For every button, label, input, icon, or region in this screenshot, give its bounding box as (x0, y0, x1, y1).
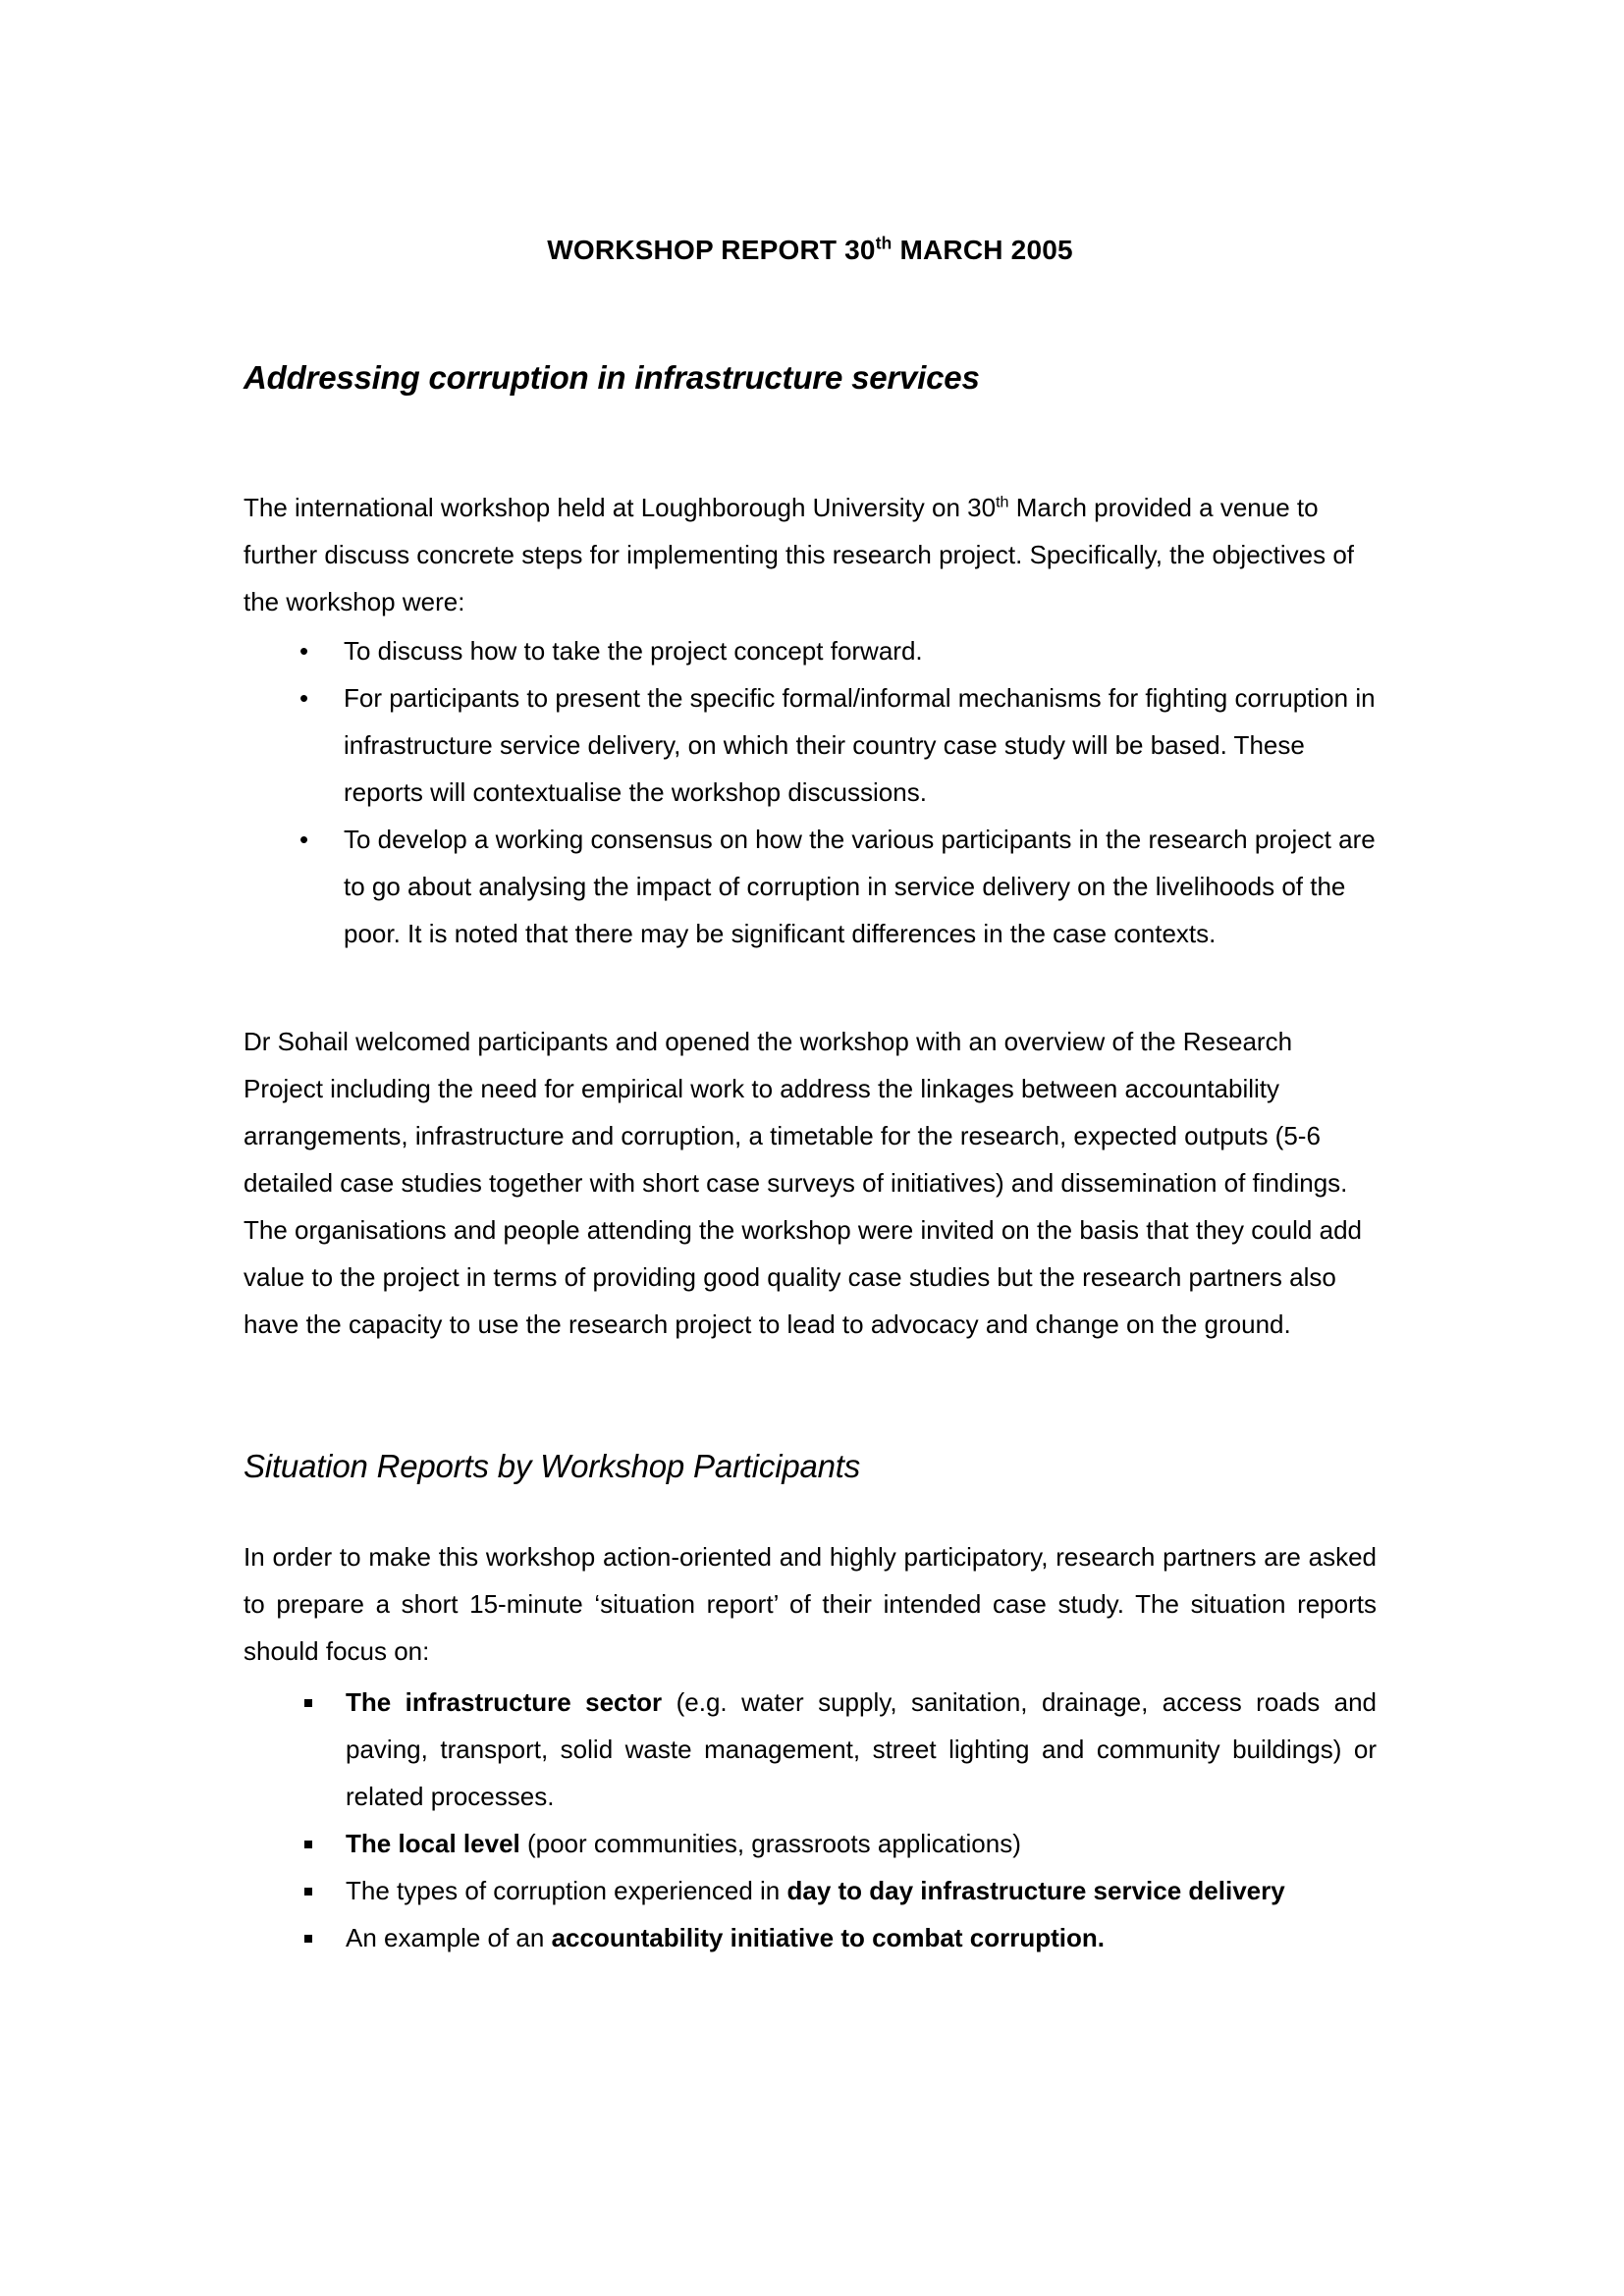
situation-reports-paragraph: In order to make this workshop action-oriented and highly participatory, research partners are asked to prepare a short 15-minute ‘situation report’ of their intended case study. The situation reports should focus on: (244, 1542, 1377, 1667)
intro-ordinal-suffix: th (996, 493, 1009, 511)
list-item-text: (e.g. water supply, sanitation, drainage, access roads and paving, transport, solid waste management, street lighting and community buildings) or related processes. (346, 1687, 1378, 1812)
heading-addressing-corruption: Addressing corruption in infrastructure services (244, 358, 980, 396)
objectives-list (244, 625, 1377, 957)
sohail-paragraph: Dr Sohail welcomed participants and opened the workshop with an overview of the Research Project including the need for empirical work to address the linkages between accountability arrangements, infrastructure and corruption, a timetable for the research, expected outputs (5-6 detailed case studies together with short case surveys of initiatives) and dissemination of findings. The organisations and people attending the workshop were invited on the basis that they could add value to the project in terms of providing good quality case studies but the research partners also have the capacity to use the research project to lead to advocacy and change on the ground. (244, 1026, 1362, 1339)
intro-part-2: March provided a venue to further discuss concrete steps for implementing this research project. Specifically, the objectives of the workshop were: (244, 492, 1355, 616)
list-item-text: An example of an (346, 1923, 552, 1953)
list-item (244, 1867, 1377, 1914)
list-item-text: The types of corruption experienced in (346, 1876, 787, 1906)
intro-part-1: The international workshop held at Loughborough University on 30 (244, 492, 997, 522)
list-item-bold-lead: The local level (346, 1829, 520, 1859)
list-item (244, 1679, 1377, 1820)
list-item (244, 1820, 1377, 1867)
document-title (244, 0, 1377, 267)
document-content (244, 0, 1377, 1961)
list-item-bold-tail: accountability initiative to combat corruption. (551, 1923, 1105, 1953)
list-item-bold-lead: The infrastructure sector (346, 1687, 663, 1718)
list-item-bold-tail: day to day infrastructure service delivery (786, 1876, 1285, 1906)
document-title-suffix: MARCH 2005 (892, 235, 1073, 265)
list-item: • For participants to present the specific formal/informal mechanisms for fighting corruption in infrastructure service delivery, on which their country case study will be based. These reports will contextualise the workshop discussions. (244, 674, 1377, 816)
list-item: • To develop a working consensus on how the various participants in the research project are to go about analysing the impact of corruption in service delivery on the livelihoods of the poor. It is noted that there may be significant differences in the case contexts. (244, 816, 1377, 957)
list-item (244, 1914, 1377, 1961)
heading-situation-reports: Situation Reports by Workshop Participants (244, 1447, 861, 1484)
list-item: • To discuss how to take the project concept forward. (244, 627, 1377, 674)
intro-paragraph (244, 398, 1377, 625)
situation-focus-list (244, 1675, 1377, 1961)
document-title-ordinal-suffix: th (875, 233, 893, 253)
list-item-text: (poor communities, grassroots applications) (519, 1829, 1021, 1859)
document-title-prefix: WORKSHOP REPORT 30 (547, 235, 876, 265)
